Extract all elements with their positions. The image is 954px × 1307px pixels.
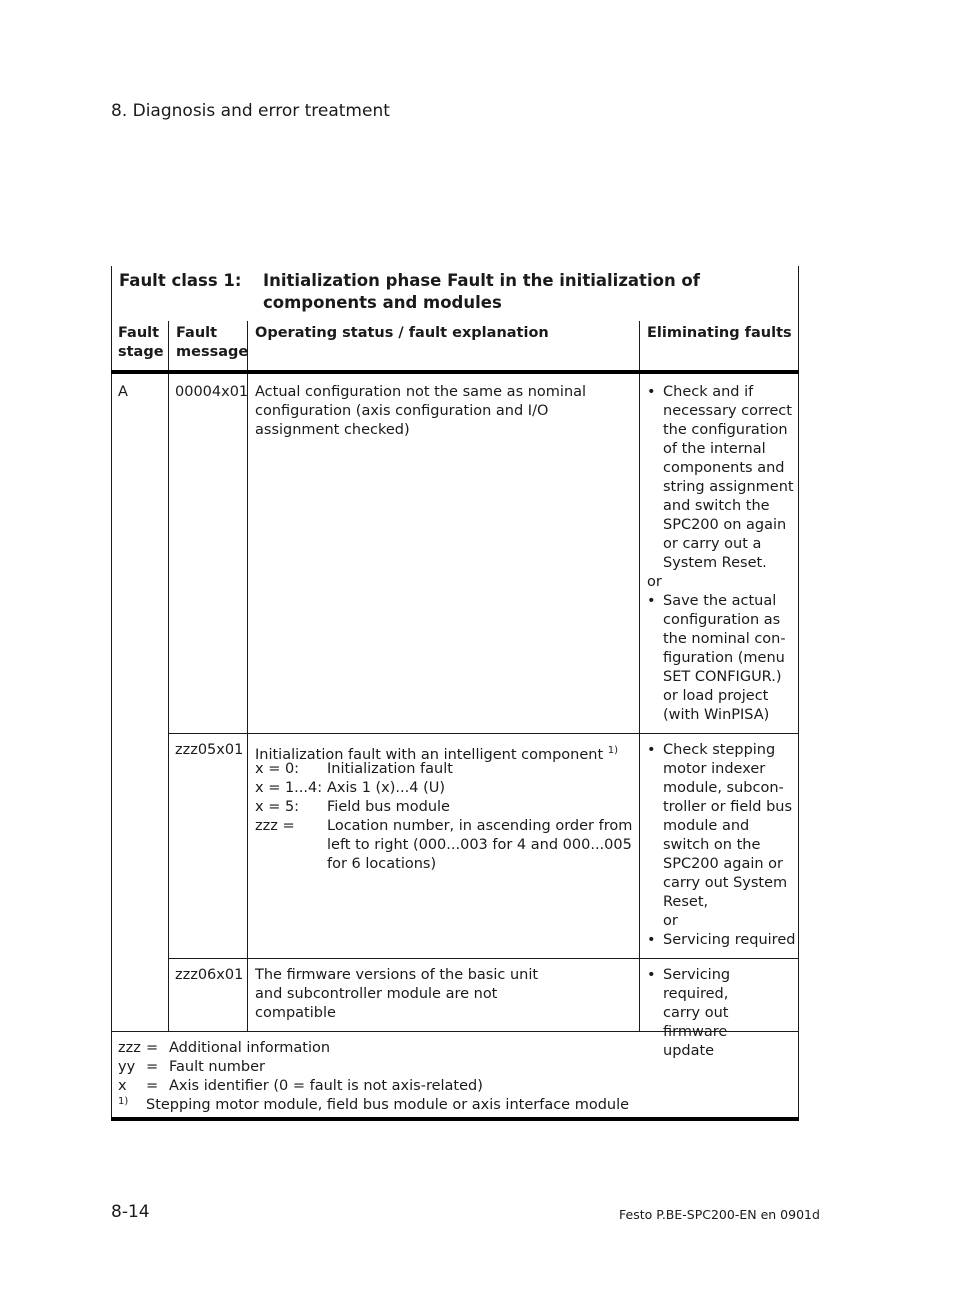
footnote-mark: 1) (118, 1096, 129, 1107)
legend-value: Fault number (169, 1059, 265, 1075)
col-header-message-line2: message (176, 344, 249, 360)
legend-key: x (118, 1078, 127, 1094)
definition-row (255, 779, 635, 798)
legend (118, 1039, 788, 1115)
body-divider-1 (168, 374, 169, 1032)
row-3-explanation: The firmware versions of the basic unit and subcontroller module are not compatible (255, 967, 539, 1021)
body-divider-2 (247, 374, 248, 1032)
page-number: 8-14 (111, 1202, 150, 1222)
row-1-explanation: Actual configuration not the same as nominal configuration (axis configuration and I/O assignment checked) (255, 384, 587, 438)
header-divider-1 (168, 321, 169, 372)
row-1-message: 00004x01 (175, 384, 249, 400)
definition-value: Axis 1 (x)...4 (U) (327, 780, 446, 796)
definition-value: Initialization fault (327, 761, 453, 777)
row-2-definitions (255, 760, 635, 874)
legend-row (118, 1039, 788, 1058)
table-border-right (798, 266, 799, 1121)
legend-row (118, 1077, 788, 1096)
fault-class-label: Fault class 1: (119, 271, 242, 290)
table-bottom-rule (111, 1117, 799, 1121)
legend-key: zzz (118, 1040, 141, 1056)
list-item: • Servicing required (647, 931, 797, 950)
legend-value: Axis identifier (0 = fault is not axis-related) (169, 1078, 483, 1094)
definition-value: Location number, in ascending order from left to right (000...003 for 4 and 000...005 for 6 locations) (327, 818, 633, 872)
legend-row (118, 1058, 788, 1077)
col-header-explanation: Operating status / fault explanation (255, 325, 549, 341)
legend-eq: = (146, 1059, 159, 1075)
definition-key: zzz = (255, 818, 295, 834)
definition-key: x = 1...4: (255, 780, 323, 796)
definition-row (255, 798, 635, 817)
legend-eq: = (146, 1040, 159, 1056)
footnote-text: Stepping motor module, field bus module or axis interface module (146, 1097, 630, 1113)
definition-row (255, 760, 635, 779)
col-header-stage-line1: Fault (118, 325, 160, 341)
list-item: • Check and if necessary correct the configuration of the internal components and string assignment and switch the SPC200 on again or carry out a System Reset. (647, 383, 797, 573)
fault-class-title-line1: Initialization phase Fault in the initialization of (263, 271, 700, 290)
header-divider-3 (639, 321, 640, 372)
list-item: • Check stepping motor indexer module, subcon- troller or field bus module and switch on the SPC200 again or carry out System Reset, (647, 741, 797, 912)
section-title: 8. Diagnosis and error treatment (111, 101, 390, 121)
footnote-ref: 1) (607, 745, 619, 756)
row-3-message: zzz06x01 (175, 967, 244, 983)
col-header-stage-line2: stage (118, 344, 164, 360)
list-item: or (647, 574, 662, 590)
footnote-row (118, 1096, 788, 1115)
list-item: • Save the actual configuration as the nominal con- figuration (menu SET CONFIGUR.) or load project (with WinPISA) (647, 592, 797, 725)
row-2-explanation-text: Initialization fault with an intelligent component (255, 746, 604, 763)
col-header-message-line1: Fault (176, 325, 218, 341)
row-1-eliminating-list (647, 383, 797, 725)
list-item: or (663, 913, 678, 929)
legend-key: yy (118, 1059, 136, 1075)
definition-key: x = 0: (255, 761, 300, 777)
row-1-stage: A (118, 384, 128, 400)
row-2-message: zzz05x01 (175, 742, 244, 758)
legend-value: Additional information (169, 1040, 331, 1056)
definition-key: x = 5: (255, 799, 300, 815)
row-separator-2 (168, 958, 799, 959)
col-header-eliminating: Eliminating faults (647, 325, 792, 341)
fault-class-title-line2: components and modules (263, 293, 502, 312)
definition-row (255, 817, 635, 874)
row-2-eliminating-list (647, 741, 797, 950)
definition-value: Field bus module (327, 799, 450, 815)
row-separator-1 (168, 733, 799, 734)
document-reference: Festo P.BE-SPC200-EN en 0901d (619, 1207, 820, 1222)
legend-eq: = (146, 1078, 159, 1094)
table-border-left (111, 266, 112, 1121)
list-item: • Servicing required, carry out firmware update (647, 966, 797, 1061)
header-rule (111, 370, 799, 374)
fault-class-table (111, 266, 799, 1121)
body-divider-3 (639, 374, 640, 1032)
